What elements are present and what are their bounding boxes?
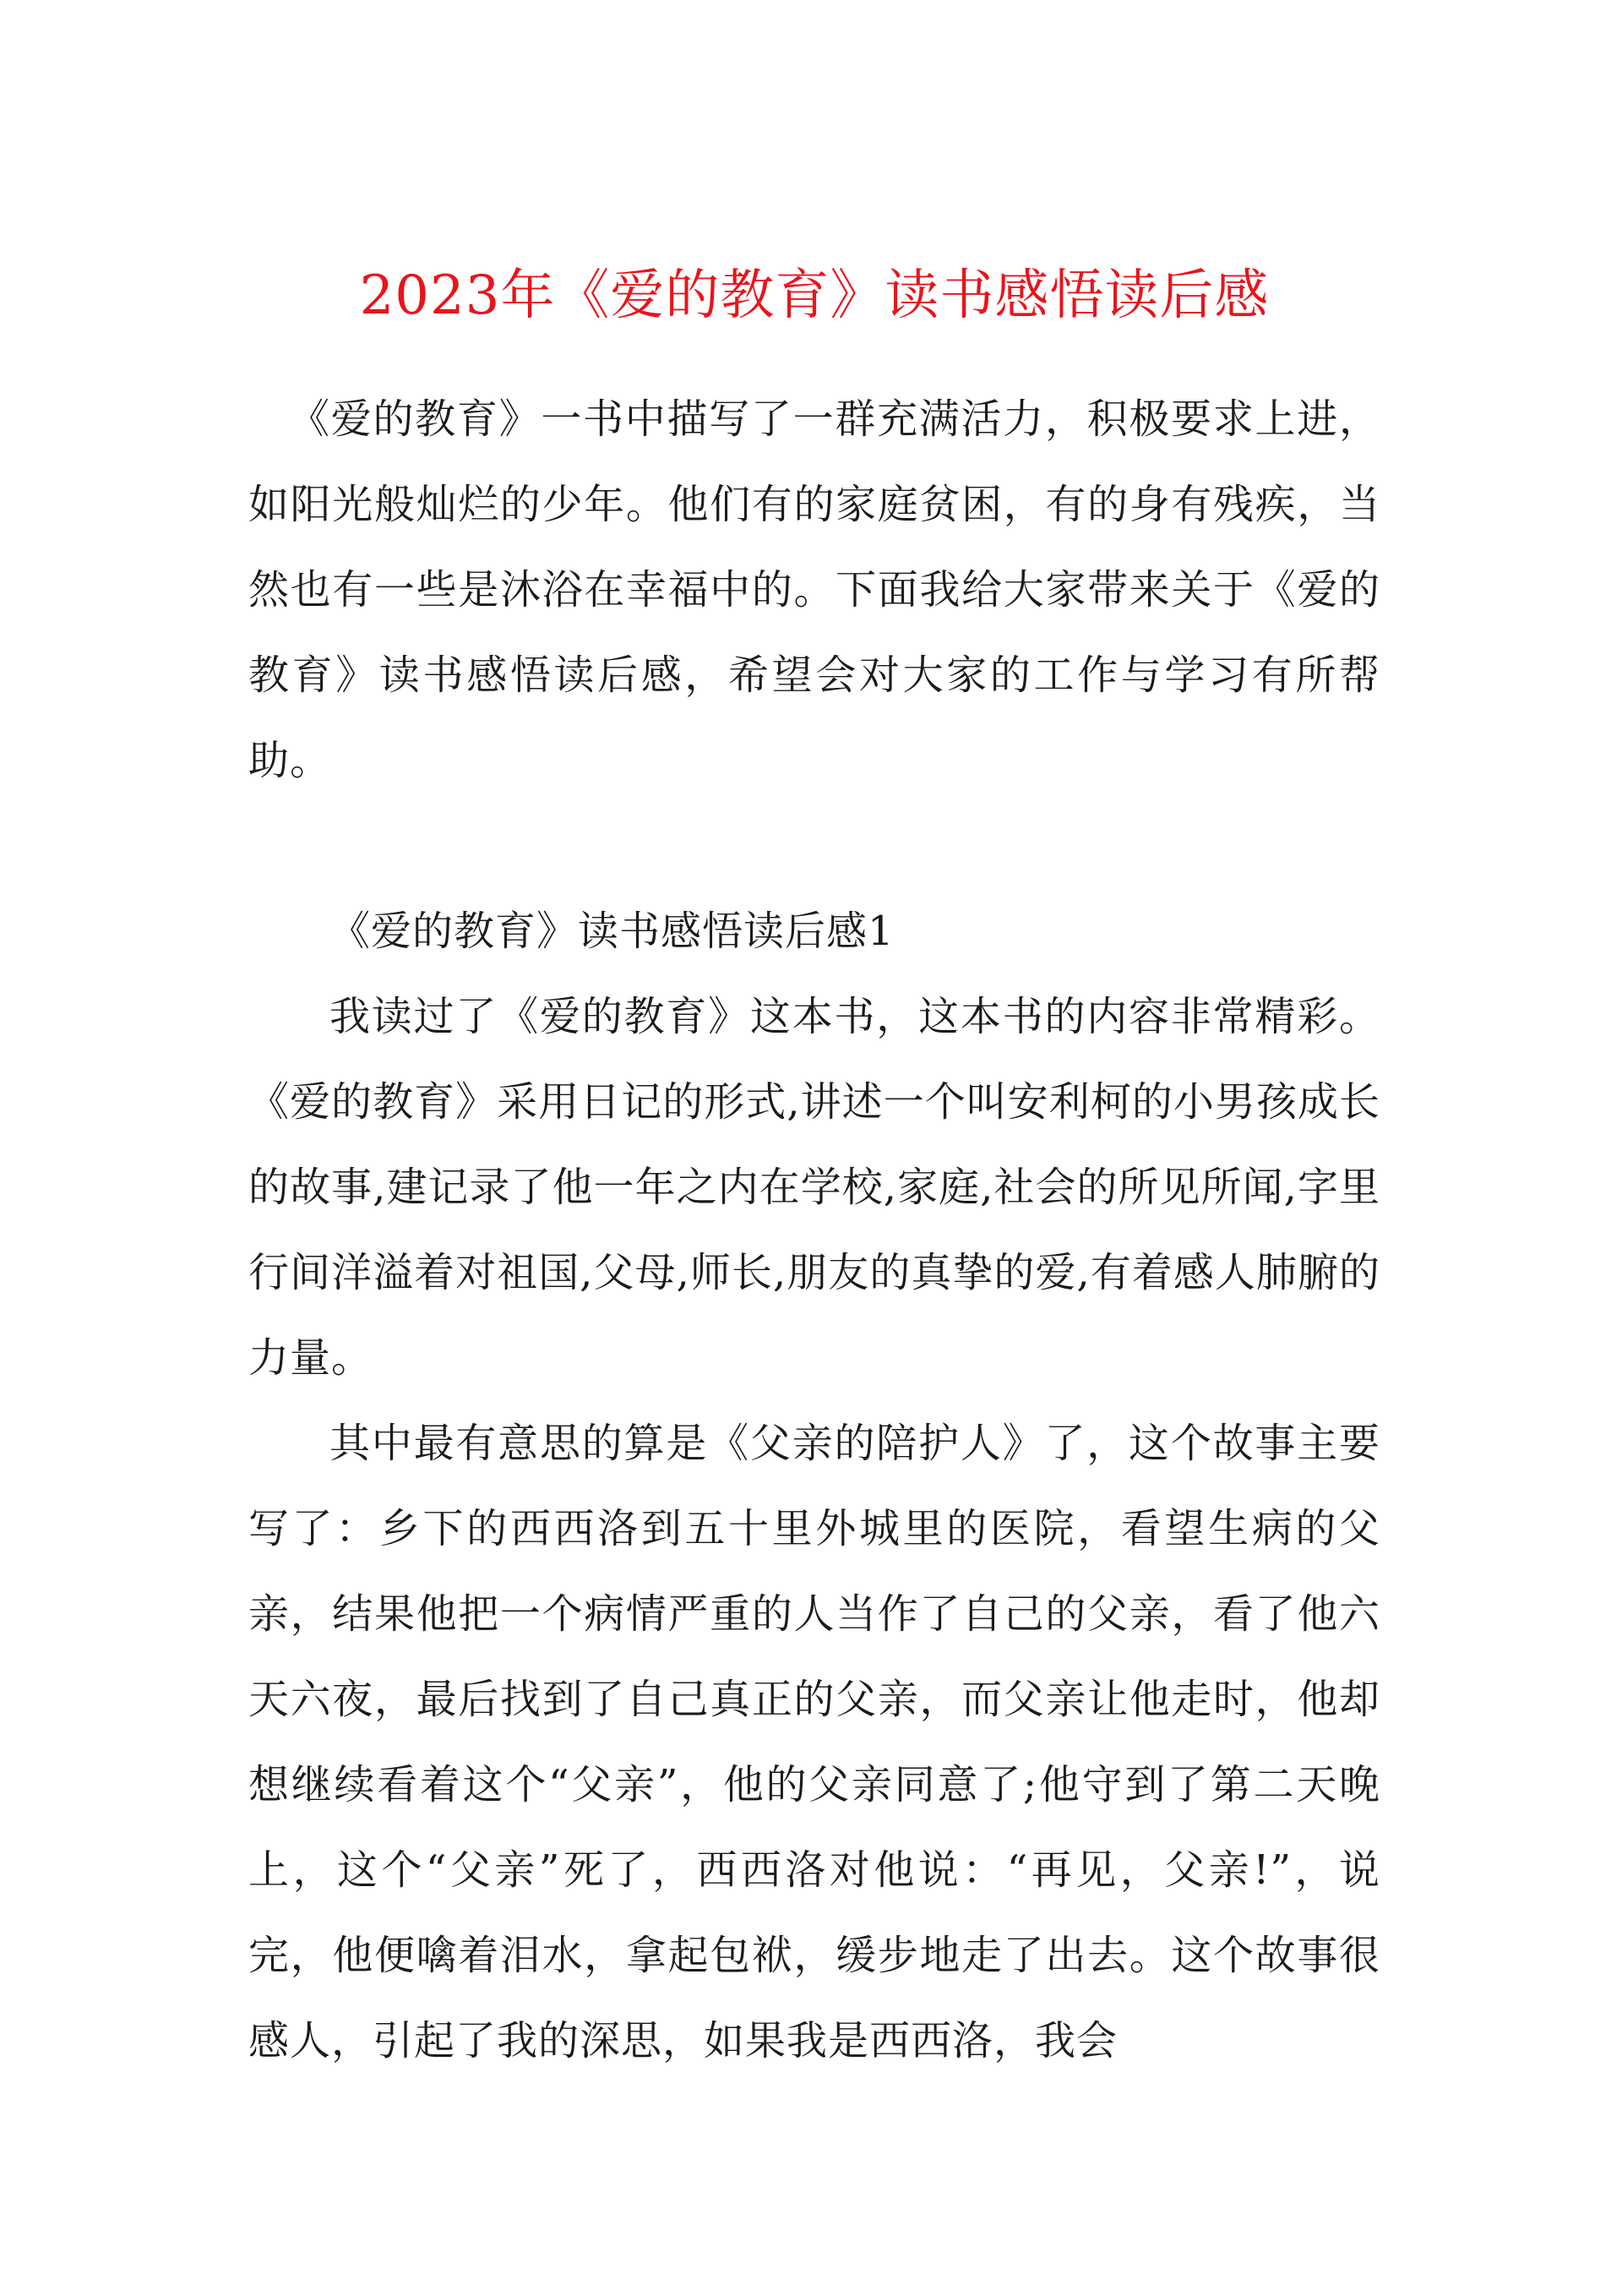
body-paragraph-2: 其中最有意思的算是《父亲的陪护人》了，这个故事主要写了：乡下的西西洛到五十里外城里的医院，看望生病的父亲，结果他把一个病情严重的人当作了自己的父亲，看了他六天六夜，最后找到了自己真正的父亲，而父亲让他走时，他却想继续看着这个“父亲”，他的父亲同意了;他守到了第二天晚上，这个“父亲”死了，西西洛对他说：“再见，父亲!”，说完，他便噙着泪水，拿起包袱，缓步地走了出去。这个故事很感人，引起了我的深思，如果我是西西洛，我会	[248, 1420, 1380, 2064]
section-heading: 《爱的教育》读书感悟读后感1	[329, 908, 895, 955]
document-body	[248, 254, 1380, 2084]
intro-paragraph: 《爱的教育》一书中描写了一群充满活力，积极要求上进，如阳光般灿烂的少年。他们有的家庭贫困，有的身有残疾，当然也有一些是沐浴在幸福中的。下面我给大家带来关于《爱的教育》读书感悟读后感，希望会对大家的工作与学习有所帮助。	[248, 395, 1380, 784]
document-title: 2023年《爱的教育》读书感悟读后感	[359, 265, 1270, 327]
body-paragraph-1: 我读过了《爱的教育》这本书，这本书的内容非常精彩。《爱的教育》采用日记的形式,讲述一个叫安利柯的小男孩成长的故事,建记录了他一年之内在学校,家庭,社会的所见所闻,字里行间洋溢着对祖国,父母,师长,朋友的真挚的爱,有着感人肺腑的力量。	[248, 993, 1380, 1382]
